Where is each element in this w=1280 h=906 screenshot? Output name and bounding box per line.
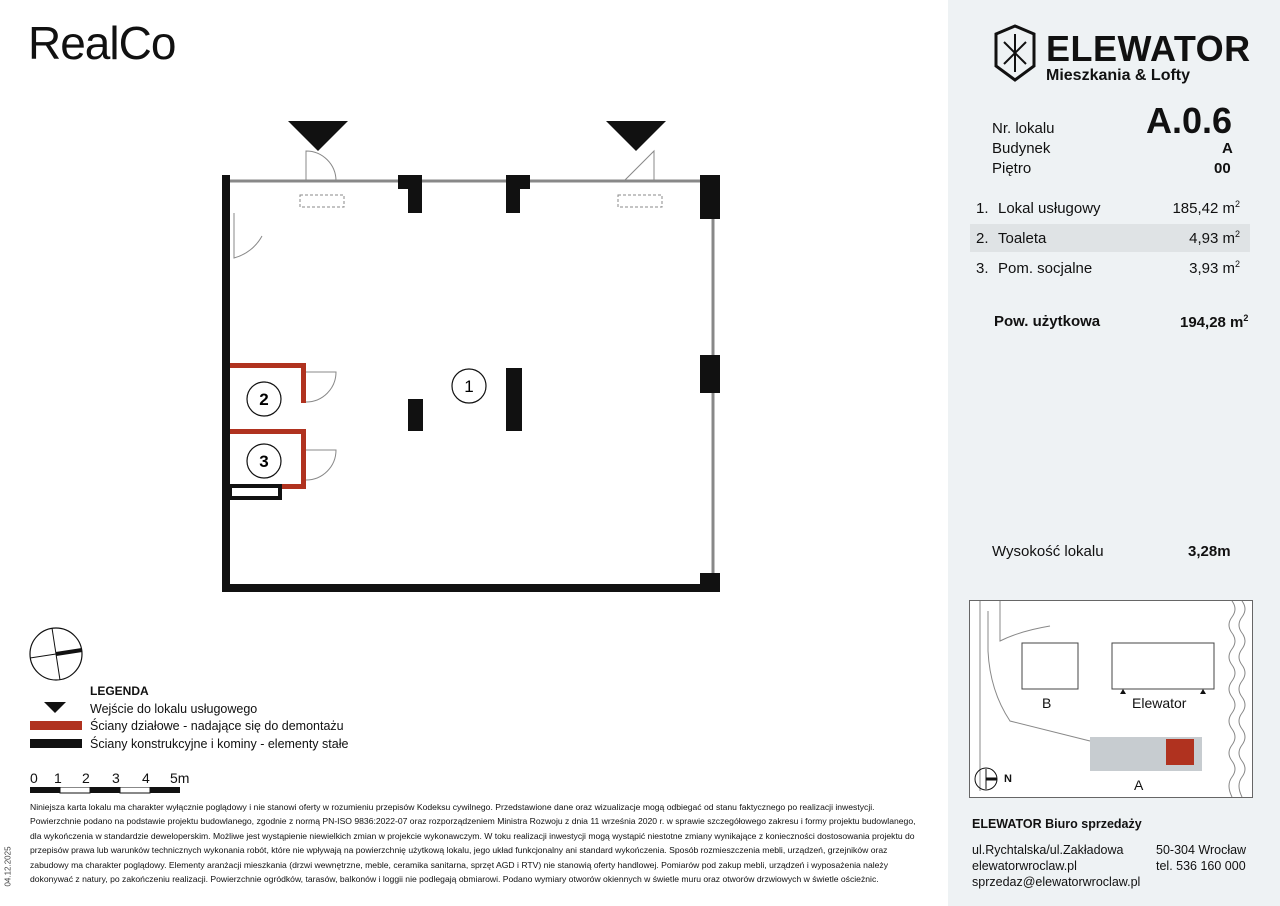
- scale-label: 3: [112, 770, 120, 786]
- entrance-arrow: [288, 121, 348, 151]
- date: 04.12.2025: [3, 846, 13, 887]
- sales-phone[interactable]: tel. 536 160 000: [1156, 859, 1246, 873]
- room-area: 185,42 m: [1172, 200, 1235, 217]
- room-row: 2. Toaleta 4,93 $m^2$: [970, 224, 1250, 252]
- company-logo: RealCo: [28, 17, 176, 69]
- sales-office-title: ELEWATOR Biuro sprzedaży: [972, 817, 1142, 831]
- brand-subtitle: Mieszkania & Lofty: [1046, 67, 1191, 84]
- legend-swatch-structural: [30, 739, 82, 748]
- disclaimer: Niniejsza karta lokalu ma charakter wyłącznie poglądowy i nie stanowi oferty w rozumieniu przepisów Kodeksu cywilnego. Przedstawione dane oraz wizualizacje mogą odbiegać od stanu faktycznego po realizacji inwestycji. Powierzchnie podano na podstawie projektu budowlanego, zgodnie z normą PN-ISO 9836:2022-07 oraz rozporządzeniem Ministra Rozwoju z dnia 11 września 2020 r. w sprawie szczegółowego zakresu i formy projektu budowlanego, dla wykończenia w standardzie deweloperskim. Możliwe jest wystąpienie niewielkich zmian w projekcie wykonawczym. W toku realizacji inwestycji mogą wystąpić niestotne zmiany wynikające z konieczności dostosowania projektu do przepisów prawa lub warunków technicznych wykonania robót, które nie wpływają na powierzchnię użytkową lokalu, jego układ funkcjonalny ani standard wykończenia. Sposób rozmieszczenia mebli, urządzeń, grzejników oraz zabudowy ma charakter poglądowy. Elementy aranżacji mieszkania (drzwi wewnętrzne, meble, ceramika sanitarna, sprzęt AGD i RTV) nie stanowią oferty handlowej. Pomiarów pod zakup mebli, urządzeń i wyposażenia należy dokonywać z natury, po zakończeniu realizacji. Powierzchnie ogródków, tarasów, balkonów i loggii nie podlegają obmiarowi. Podano wymiary otworów okiennych w świetle muru oraz otworów drzwiowych w świetle ościeżnic.: [30, 802, 916, 885]
- scale-label: 0: [30, 770, 38, 786]
- room-label: 1: [464, 377, 474, 396]
- scale-label: 5m: [170, 770, 190, 786]
- room-number: 2.: [976, 229, 989, 247]
- map-label-a: A: [1134, 777, 1144, 793]
- usable-area-label: Pow. użytkowa: [994, 313, 1101, 330]
- room-number: 1.: [976, 199, 989, 217]
- building-label: Budynek: [992, 140, 1051, 157]
- room-label: 2: [259, 390, 269, 409]
- legend-structural: Ściany konstrukcyjne i kominy - elementy stałe: [90, 737, 349, 751]
- room-name: Lokal usługowy: [998, 199, 1101, 217]
- room-row: 3. Pom. socjalne 3,93 $m^2$: [970, 254, 1250, 282]
- brand-name: ELEWATOR: [1046, 28, 1251, 69]
- room-area: 4,93 m: [1189, 230, 1235, 247]
- floor-label: Piętro: [992, 160, 1032, 177]
- legend-removable: Ściany działowe - nadające się do demontażu: [90, 719, 344, 733]
- unit-number-value: A.0.6: [1146, 100, 1233, 141]
- legend-entrance: Wejście do lokalu usługowego: [90, 702, 258, 716]
- room-name: Toaleta: [998, 229, 1047, 247]
- scale-bar: [30, 787, 200, 795]
- height-value: 3,28m: [1188, 543, 1231, 560]
- map-label-elewator: Elewator: [1132, 695, 1187, 711]
- floor-value: 00: [1214, 160, 1231, 177]
- scale-label: 1: [54, 770, 62, 786]
- legend-swatch-removable: [30, 721, 82, 730]
- sales-website-link[interactable]: elewatorwroclaw.pl: [972, 859, 1077, 873]
- height-label: Wysokość lokalu: [992, 543, 1104, 560]
- room-number: 3.: [976, 259, 989, 277]
- entrance-arrow: [606, 121, 666, 151]
- room-name: Pom. socjalne: [998, 259, 1093, 277]
- floor-plan: [0, 0, 948, 600]
- building-value: A: [1222, 140, 1233, 157]
- legend-entrance-icon: [44, 702, 66, 714]
- elewator-logo-icon: [992, 24, 1038, 84]
- sales-email-link[interactable]: sprzedaz@elewatorwroclaw.pl: [972, 875, 1141, 889]
- unit-number-label: Nr. lokalu: [992, 120, 1055, 137]
- sales-city: 50-304 Wrocław: [1156, 843, 1247, 857]
- compass-icon: [28, 626, 84, 682]
- usable-area-value: 194,28 $m^2$: [1180, 313, 1249, 331]
- legend-title: LEGENDA: [90, 684, 149, 698]
- scale-label: 4: [142, 770, 150, 786]
- scale-label: 2: [82, 770, 90, 786]
- room-row: 1. Lokal usługowy 185,42 $m^2$: [970, 194, 1250, 222]
- room-label: 3: [259, 452, 269, 471]
- room-area: 3,93 m: [1189, 260, 1235, 277]
- sales-address: ul.Rychtalska/ul.Zakładowa: [972, 843, 1124, 857]
- location-map: [969, 600, 1253, 798]
- map-label-north: N: [1004, 773, 1012, 785]
- map-label-b: B: [1042, 695, 1052, 711]
